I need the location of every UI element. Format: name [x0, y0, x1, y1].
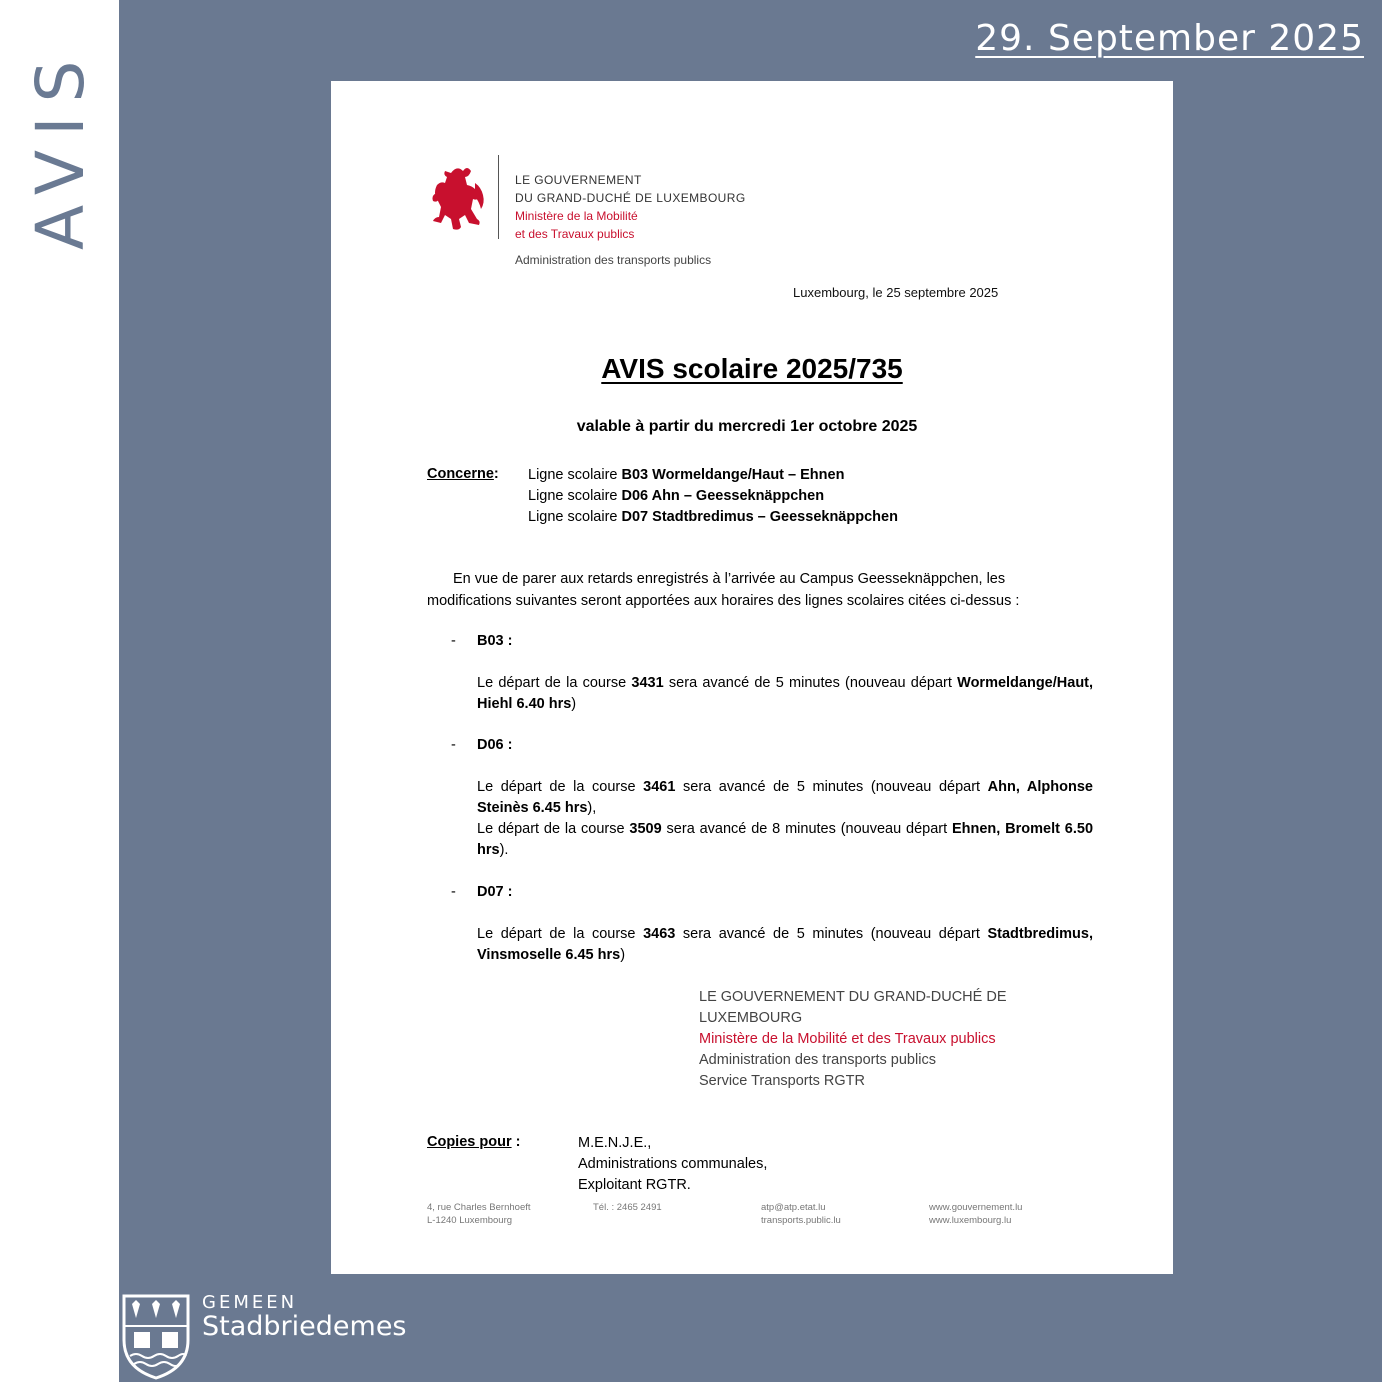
header-line: LE GOUVERNEMENT [515, 173, 642, 187]
section-text-d06 [477, 777, 1093, 861]
copies-item: M.E.N.J.E., [578, 1135, 652, 1151]
municipality-crest-icon [120, 1292, 192, 1380]
copies-item: Exploitant RGTR. [578, 1177, 691, 1193]
side-label: AVIS [22, 46, 99, 250]
concerne-item: Ligne scolaire B03 Wormeldange/Haut – Ehnen [528, 467, 845, 483]
footer-address: 4, rue Charles Bernhoeft L-1240 Luxembourg [427, 1202, 531, 1226]
copies-item: Administrations communales, [578, 1156, 768, 1172]
footer-websites: www.gouvernement.lu www.luxembourg.lu [929, 1202, 1023, 1226]
validity-line: valable à partir du mercredi 1er octobre 2025 [576, 418, 918, 435]
post-date: 29. September 2025 [975, 18, 1364, 59]
copies-label: Copies pour : [427, 1134, 521, 1150]
header-line: DU GRAND-DUCHÉ DE LUXEMBOURG [515, 191, 746, 205]
concerne-lines [528, 465, 898, 528]
header-divider [498, 155, 499, 239]
footer-contact: atp@atp.etat.lu transports.public.lu [761, 1202, 841, 1226]
concerne-item: Ligne scolaire D06 Ahn – Geesseknäppchen [528, 488, 825, 504]
signature-ministry: Ministère de la Mobilité et des Travaux publics [699, 1031, 996, 1047]
intro-paragraph: En vue de parer aux retards enregistrés à l’arrivée au Campus Geesseknäppchen, les modifications suivantes seront apportées aux horaires des lignes scolaires citées ci-dessus : [427, 571, 1020, 609]
signature-line: Service Transports RGTR [699, 1073, 865, 1089]
signature-line: LE GOUVERNEMENT DU GRAND-DUCHÉ DE [699, 989, 1007, 1005]
footer-phone: Tél. : 2465 2491 [593, 1202, 662, 1213]
section-text-b03: Le départ de la course 3431 sera avancé de 5 minutes (nouveau départ Wormeldange/Haut, Hiehl 6.40 hrs) [477, 675, 1094, 712]
sidebar [0, 0, 119, 1382]
government-header [515, 171, 746, 243]
section-text-d07: Le départ de la course 3463 sera avancé de 5 minutes (nouveau départ Stadtbredimus, Vinsmoselle 6.45 hrs) [477, 926, 1093, 963]
notice-title [331, 353, 1173, 385]
course-change: Le départ de la course 3509 sera avancé de 8 minutes (nouveau départ Ehnen, Bromelt 6.50 hrs). [477, 821, 1094, 858]
copies-list [578, 1133, 767, 1196]
signature-block [699, 987, 1039, 1092]
signature-line: Administration des transports publics [699, 1052, 936, 1068]
concerne-label: Concerne: [427, 466, 499, 482]
brand-prefix: GEMEEN [202, 1292, 298, 1313]
header-ministry-line: et des Travaux publics [515, 227, 635, 241]
notice-document [331, 81, 1173, 1274]
notice-title-text: AVIS scolaire 2025/735 [601, 353, 903, 384]
course-change: Le départ de la course 3461 sera avancé de 5 minutes (nouveau départ Ahn, Alphonse Steinès 6.45 hrs), [477, 779, 1093, 816]
section-label-d06: - D06 : [451, 737, 513, 753]
concerne-item: Ligne scolaire D07 Stadtbredimus – Geesseknäppchen [528, 509, 898, 525]
luxembourg-lion-icon [431, 163, 489, 233]
signature-line: LUXEMBOURG [699, 1010, 803, 1026]
section-label-d07: - D07 : [451, 884, 513, 900]
brand-name: Stadbriedemes [202, 1311, 407, 1342]
section-label-b03: - B03 : [451, 633, 513, 649]
place-date: Luxembourg, le 25 septembre 2025 [793, 285, 999, 300]
header-ministry-line: Ministère de la Mobilité [515, 209, 638, 223]
header-administration: Administration des transports publics [515, 253, 712, 267]
